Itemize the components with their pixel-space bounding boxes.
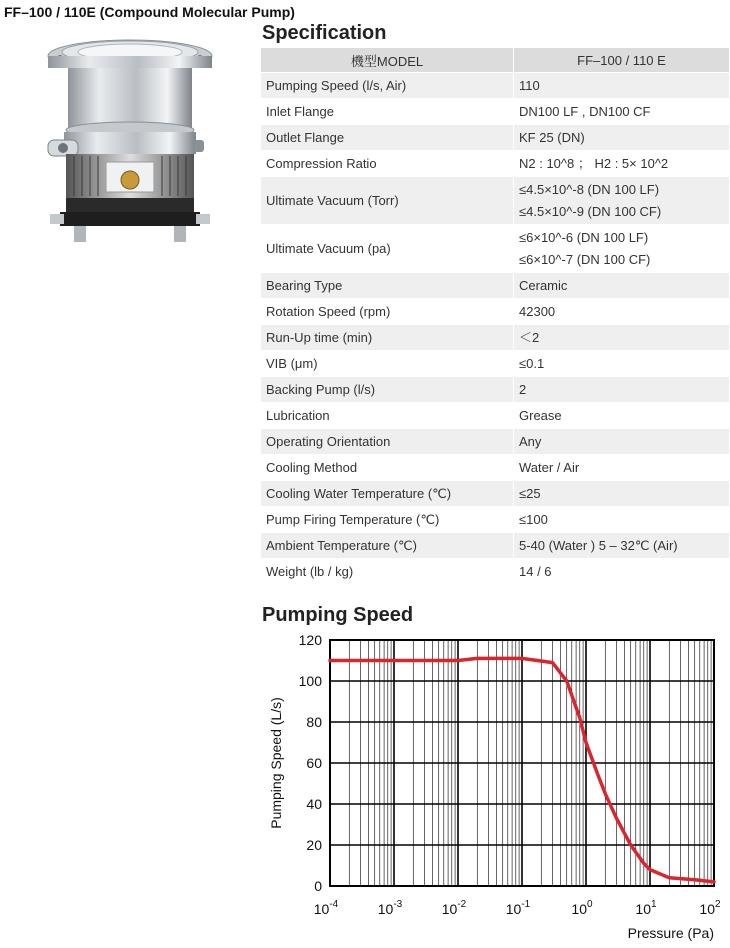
spec-value-cell <box>514 299 730 325</box>
spec-value-cell <box>514 481 730 507</box>
spec-row <box>261 403 730 429</box>
spec-value-cell <box>514 429 730 455</box>
spec-table-body <box>261 73 730 585</box>
spec-value: ≤100 <box>519 511 548 527</box>
spec-label: Compression Ratio <box>261 151 514 177</box>
spec-value-cell <box>514 325 730 351</box>
spec-label: Operating Orientation <box>261 429 514 455</box>
spec-row <box>261 273 730 299</box>
spec-value: ≤6×10^-6 (DN 100 LF) <box>519 229 649 245</box>
spec-value-cell <box>514 455 730 481</box>
spec-value: 42300 <box>519 303 556 319</box>
spec-row <box>261 481 730 507</box>
y-tick-label: 40 <box>306 796 322 812</box>
spec-row <box>261 533 730 559</box>
x-axis-label: Pressure (Pa) <box>627 925 714 941</box>
spec-label: Run-Up time (min) <box>261 325 514 351</box>
spec-value: ≤6×10^-7 (DN 100 CF) <box>519 251 651 267</box>
y-tick-label: 80 <box>306 714 322 730</box>
spec-value: Any <box>519 433 542 449</box>
spec-heading: Specification <box>262 22 387 44</box>
spec-row <box>261 225 730 273</box>
spec-label: Lubrication <box>261 403 514 429</box>
spec-label: Cooling Water Temperature (℃) <box>261 481 514 507</box>
spec-row <box>261 507 730 533</box>
spec-row <box>261 351 730 377</box>
spec-label: Rotation Speed (rpm) <box>261 299 514 325</box>
x-tick-label <box>699 899 721 917</box>
spec-value-cell <box>514 177 730 225</box>
spec-value: Ceramic <box>519 277 568 293</box>
spec-label: Outlet Flange <box>261 125 514 151</box>
y-tick-label: 0 <box>314 878 322 894</box>
x-tick-label <box>506 899 531 917</box>
model-column-header: 機型MODEL <box>261 48 514 73</box>
x-tick-label <box>442 899 467 917</box>
spec-value: 14 / 6 <box>519 563 552 579</box>
page-title: FF–100 / 110E (Compound Molecular Pump) <box>4 4 295 20</box>
spec-value: ≤4.5×10^-8 (DN 100 LF) <box>519 181 660 197</box>
x-tick-base: 10 <box>441 901 458 917</box>
x-tick-exponent: -3 <box>393 899 403 910</box>
product-photo <box>30 28 230 253</box>
spec-value-cell <box>514 533 730 559</box>
spec-value-cell <box>514 151 730 177</box>
spec-row <box>261 455 730 481</box>
spec-row <box>261 125 730 151</box>
model-name-header: FF–100 / 110 E <box>514 48 730 73</box>
spec-value-cell <box>514 507 730 533</box>
spec-value-cell <box>514 225 730 273</box>
spec-row <box>261 177 730 225</box>
spec-label: Inlet Flange <box>261 99 514 125</box>
spec-row <box>261 325 730 351</box>
spec-label: Pump Firing Temperature (℃) <box>261 507 514 533</box>
y-tick-label: 60 <box>306 755 322 771</box>
y-tick-label: 100 <box>298 673 322 689</box>
x-tick-base: 10 <box>313 901 330 917</box>
spec-label: VIB (μm) <box>261 351 514 377</box>
spec-value-cell <box>514 99 730 125</box>
spec-value-cell <box>514 559 730 585</box>
spec-label: Ultimate Vacuum (pa) <box>261 225 514 273</box>
spec-row <box>261 99 730 125</box>
spec-label: Weight (lb / kg) <box>261 559 514 585</box>
y-tick-label: 20 <box>306 837 322 853</box>
spec-label: Ultimate Vacuum (Torr) <box>261 177 514 225</box>
spec-value-cell <box>514 273 730 299</box>
spec-row <box>261 429 730 455</box>
spec-value: Water / Air <box>519 459 580 475</box>
spec-value: ≤0.1 <box>519 355 545 371</box>
x-tick-exponent: 1 <box>651 899 657 910</box>
spec-table <box>260 47 730 585</box>
x-tick-label <box>314 899 339 917</box>
spec-label: Cooling Method <box>261 455 514 481</box>
pumping-speed-chart <box>260 628 730 944</box>
x-tick-base: 10 <box>571 901 588 917</box>
spec-value: N2 : 10^8 ； H2 : 5× 10^2 <box>519 155 669 171</box>
spec-value: ≤4.5×10^-9 (DN 100 CF) <box>519 203 662 219</box>
spec-row <box>261 559 730 585</box>
spec-value: 5-40 (Water ) 5 – 32℃ (Air) <box>519 537 678 553</box>
x-tick-exponent: 0 <box>587 899 593 910</box>
spec-label: Backing Pump (l/s) <box>261 377 514 403</box>
spec-table-header <box>261 48 730 73</box>
spec-value: 110 <box>519 77 540 93</box>
x-tick-base: 10 <box>635 901 652 917</box>
spec-value-cell <box>514 73 730 99</box>
spec-row <box>261 73 730 99</box>
x-tick-base: 10 <box>699 901 716 917</box>
spec-value: ＜2 <box>519 329 540 345</box>
spec-row <box>261 151 730 177</box>
spec-value: KF 25 (DN) <box>519 129 585 145</box>
spec-row <box>261 377 730 403</box>
x-tick-label <box>635 899 657 917</box>
spec-value: 2 <box>519 381 527 397</box>
spec-value-cell <box>514 377 730 403</box>
x-tick-exponent: 2 <box>715 899 721 910</box>
x-tick-exponent: -1 <box>521 899 531 910</box>
spec-label: Pumping Speed (l/s, Air) <box>261 73 514 99</box>
spec-value-cell <box>514 403 730 429</box>
x-tick-label <box>571 899 593 917</box>
x-tick-exponent: -4 <box>329 899 339 910</box>
x-tick-base: 10 <box>377 901 394 917</box>
x-tick-label <box>378 899 403 917</box>
spec-value: ≤25 <box>519 485 541 501</box>
pumping-speed-heading: Pumping Speed <box>262 604 414 626</box>
x-tick-base: 10 <box>505 901 522 917</box>
y-tick-label: 120 <box>298 632 322 648</box>
spec-value-cell <box>514 125 730 151</box>
spec-value: DN100 LF , DN100 CF <box>519 103 651 119</box>
x-tick-exponent: -2 <box>457 899 467 910</box>
spec-label: Ambient Temperature (℃) <box>261 533 514 559</box>
spec-row <box>261 299 730 325</box>
spec-label: Bearing Type <box>261 273 514 299</box>
y-axis-label: Pumping Speed (L/s) <box>268 697 284 829</box>
spec-value: Grease <box>519 407 562 423</box>
spec-value-cell <box>514 351 730 377</box>
